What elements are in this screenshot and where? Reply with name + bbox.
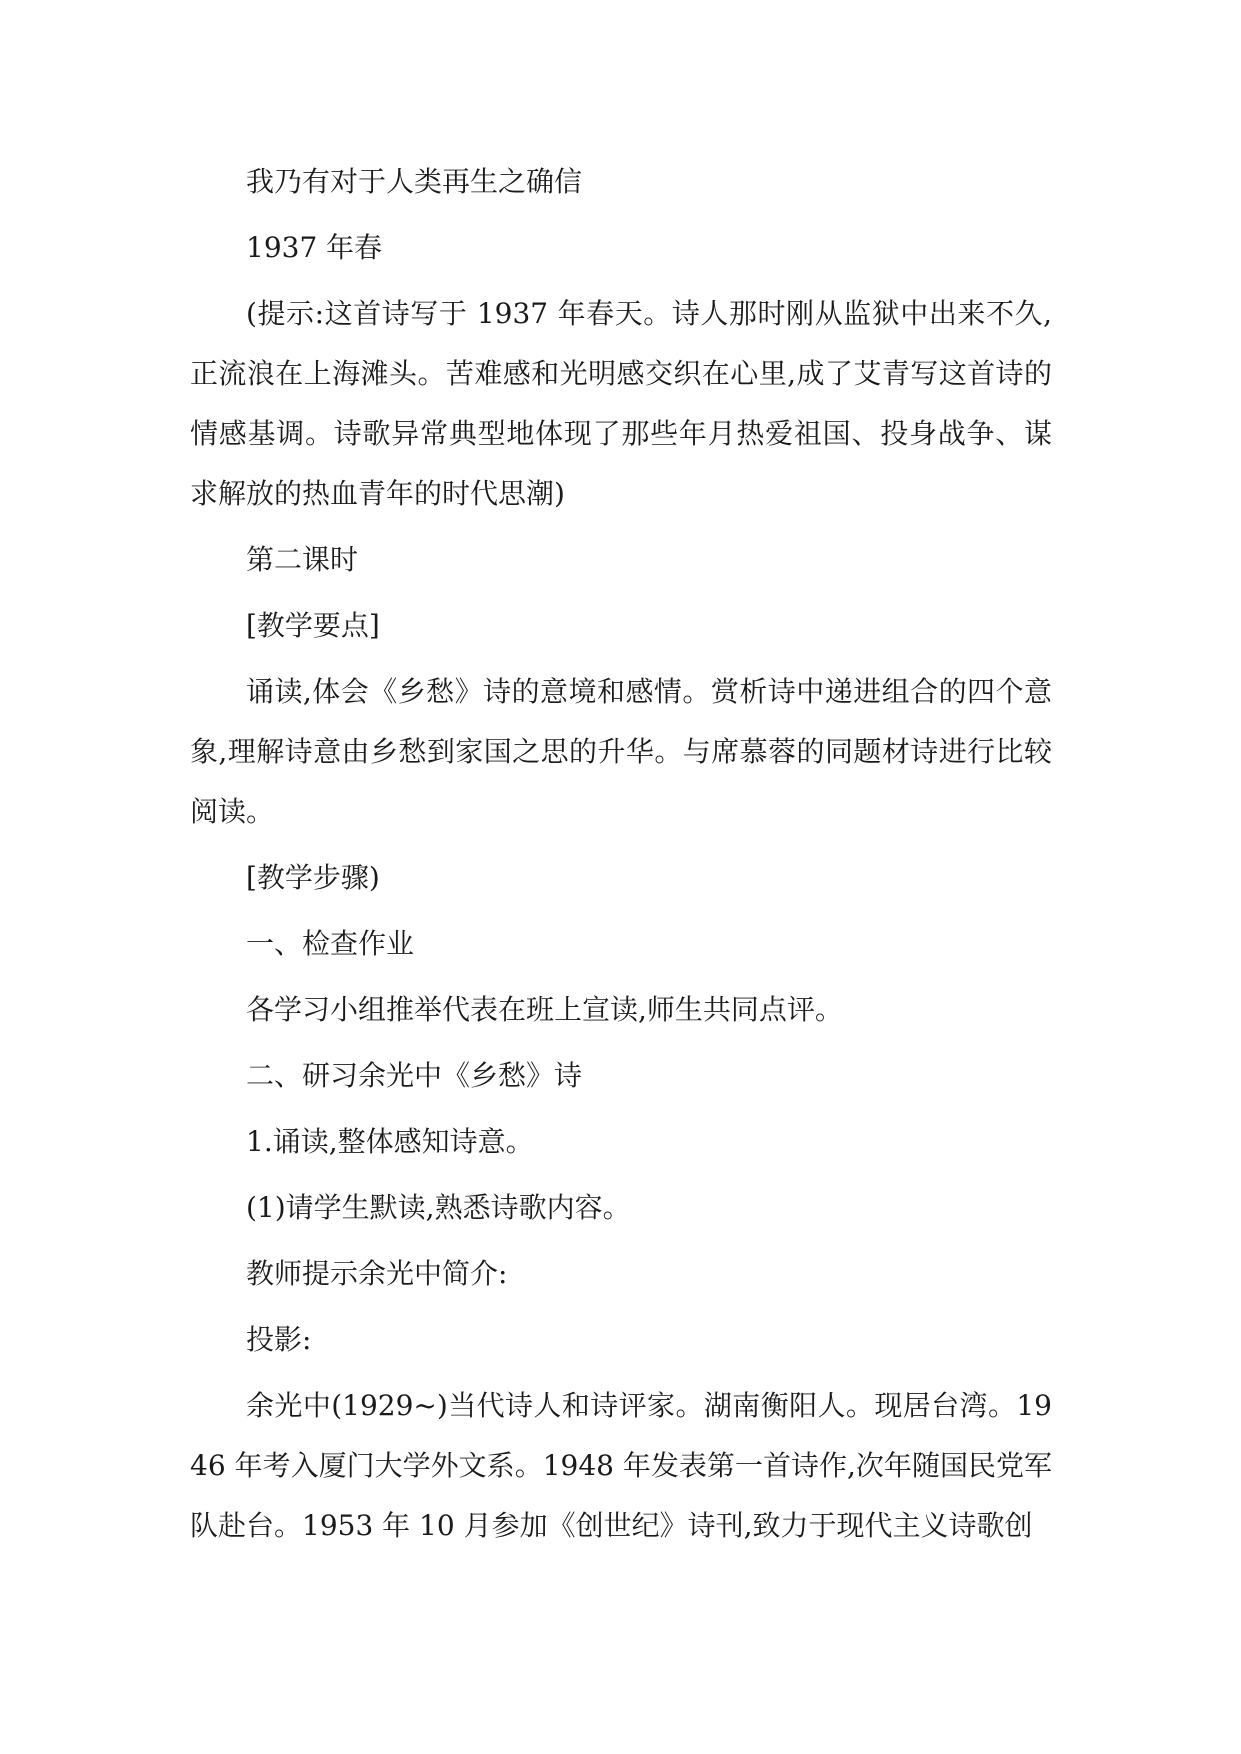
section-heading-key-points: [教学要点] [246, 609, 380, 642]
substep-recite: 1.诵读,整体感知诗意。 [246, 1125, 534, 1158]
key-points-paragraph: 诵读,体会《乡愁》诗的意境和感情。赏析诗中递进组合的四个意象,理解诗意由乡愁到家国之思的升华。与席慕蓉的同题材诗进行比较阅读。 [190, 675, 1052, 828]
homework-paragraph: 各学习小组推举代表在班上宣读,师生共同点评。 [246, 993, 843, 1026]
step-heading-study-poem: 二、研习余光中《乡愁》诗 [246, 1059, 583, 1092]
section-heading-steps: [教学步骤) [246, 861, 380, 894]
projection-label: 投影: [246, 1323, 312, 1356]
teacher-intro-line: 教师提示余光中简介: [246, 1257, 508, 1290]
body-text [190, 152, 1052, 1562]
step-heading-homework: 一、检查作业 [246, 927, 415, 960]
poem-closing-line: 我乃有对于人类再生之确信 [246, 165, 583, 198]
substep-silent-read: (1)请学生默读,熟悉诗歌内容。 [246, 1191, 631, 1224]
poem-note-paragraph: (提示:这首诗写于 1937 年春天。诗人那时刚从监狱中出来不久,正流浪在上海滩头。苦难感和光明感交织在心里,成了艾青写这首诗的情感基调。诗歌异常典型地体现了那些年月热爱祖国、投身战争、谋求解放的热血青年的时代思潮) [190, 297, 1052, 510]
lesson-heading: 第二课时 [246, 543, 359, 576]
poem-date: 1937 年春 [246, 231, 383, 264]
author-bio-paragraph: 余光中(1929~)当代诗人和诗评家。湖南衡阳人。现居台湾。1946 年考入厦门大学外文系。1948 年发表第一首诗作,次年随国民党军队赴台。1953 年 10 月参加《创世纪》诗刊,致力于现代主义诗歌创 [190, 1389, 1052, 1542]
